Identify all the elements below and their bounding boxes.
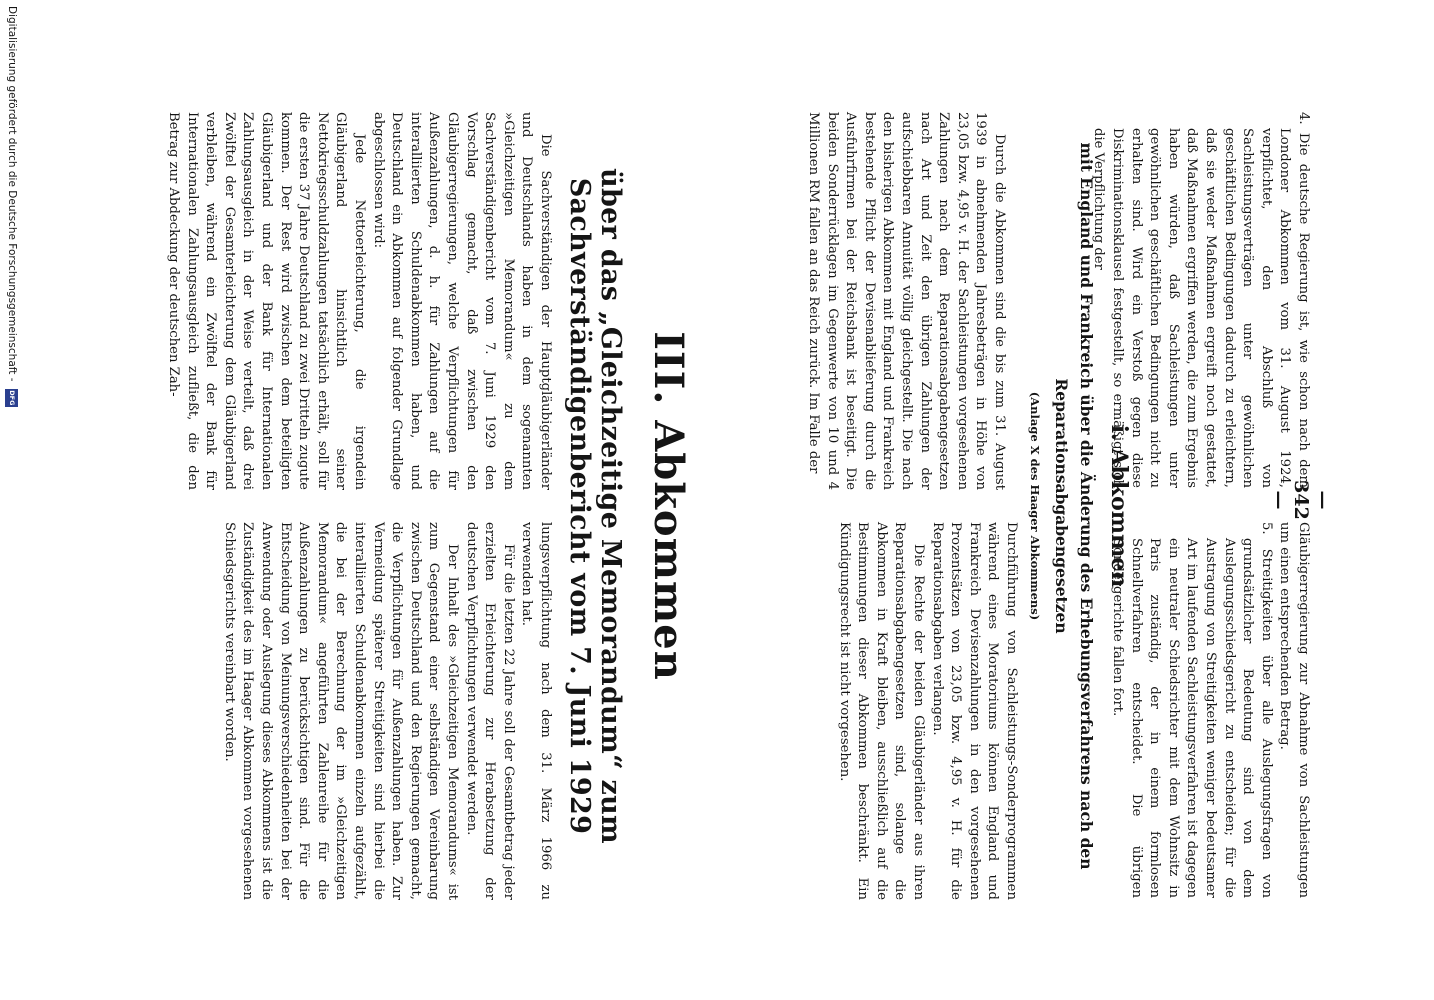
paragraph: 5. Streitigkeiten über alle Auslegungsfragen von grundsätzlicher Bedeutung sind von dem Auslegungsschiedsgericht zu entscheiden; für die Austragung von Streitigkeiten weniger bedeutsamer Art im laufenden Sachleistungsverfahren ist dagegen ein neutraler Schiedsrichter mit dem Wohnsitz in Paris zuständig, der in einem formlosen Schnellverfahren entscheidet. Die übrigen Sondergerichte fallen fort. bbox=[1110, 522, 1274, 898]
section-subheading: mit England und Frankreich über die Änderung des Erhebungsverfahrens nach den bbox=[1077, 142, 1096, 870]
paragraph: Gläubigerregierung zur Abnahme von Sachleistungen um einen entsprechenden Betrag. bbox=[1277, 522, 1311, 898]
paragraph: Durch die Abkommen sind die bis zum 31. August 1939 in abnehmenden Jahresbeträgen in Höhe von 23,05 bzw. 4,95 v. H. der Sachleistungen vorgesehenen Zahlungen nach dem Reparationsabgabengesetzen nach Art und Zeit den übrigen Zahlungen der aufschiebbaren Annuität völlig gleichgestellt. Die nach den bisherigen Abkommen mit England und Frankreich bestehende Pflicht der Devisenablieferung durch die Ausfuhrfirmen bei der Reichsbank ist beseitigt. Die beiden Sonderrücklagen im Gegenwerte von 10 und 4 Millionen RM fallen an das Reich zurück. Im Falle der bbox=[806, 112, 1007, 490]
paragraph: Die Sachverständigen der Hauptgläubigerländer und Deutschlands haben in dem sogenannten »Gleichzeitigen Memorandum« zu dem Sachverständigenbericht vom 7. Juni 1929 den Vorschlag gemacht, daß zwischen den Gläubigerregierungen, welche Verpflichtungen für Außenzahlungen, d. h. für Zahlungen auf die interalliierten Schuldenabkommen haben, und Deutschland ein Abkommen auf folgender Grundlage abgeschlossen wird: bbox=[370, 112, 553, 490]
digitization-credit bbox=[4, 6, 20, 994]
column-middle-left bbox=[803, 112, 1008, 490]
paragraph: Die Rechte der beiden Gläubigerländer aus ihren Reparationsabgabengesetzen sind, solange die Abkommen in Kraft bleiben, ausschließlich auf die Bestimmungen dieser Abkommen beschränkt. Ein Kündigungsrecht ist nicht vorgesehen. bbox=[836, 522, 927, 900]
section-subheading: über das „Gleichzeitige Memorandum“ zum Sachverständigenbericht vom 7. Juni 1929 bbox=[564, 168, 626, 844]
credit-text: Digitalisierung gefördert durch die Deutsche Forschungsgemeinschaft - bbox=[6, 6, 18, 382]
section-note: (Anlage X des Haager Abkommens) bbox=[1028, 391, 1042, 621]
column-bottom-right bbox=[219, 522, 554, 900]
section-subheading: Reparationsabgabengesetzen bbox=[1052, 378, 1071, 634]
section-heading: III. Abkommen bbox=[645, 331, 692, 681]
paragraph: lungsverpflichtung nach dem 31. März 1966 zu verwenden hat. bbox=[519, 522, 553, 900]
column-top-right bbox=[1107, 522, 1312, 898]
paragraph: 4. Die deutsche Regierung ist, wie schon nach dem Londoner Abkommen vom 31. August 1924, verpflichtet, den Abschluß von Sachleistungsverträgen unter gewöhnlichen geschäftlichen Bedingungen dadurch zu erleichtern, daß sie weder Maßnahmen ergreift noch gestattet, daß Maßnahmen ergriffen werden, die zum Ergebnis haben würden, daß Sachleistungen unter gewöhnlichen geschäftlichen Bedingungen nicht zu erhalten sind. Wird ein Verstoß gegen diese Diskriminationsklausel festgestellt, so ermäßigt sich die Verpflichtung der bbox=[1091, 112, 1311, 488]
paragraph: Jede Nettoerleichterung, die irgendein Gläubigerland hinsichtlich seiner Nettokriegsschuldzahlungen tatsächlich erhält, soll für die ersten 37 Jahre Deutschland zu zwei Dritteln zugute kommen. Der Rest wird zwischen dem beteiligten Gläubigerland und der Bank für Internationalen Zahlungsausgleich in der Weise verteilt, daß drei Zwölftel der Gesamterleichterung dem Gläubigerland verbleiben, während ein Zwölftel der Bank für Internationalen Zahlungsausgleich zufließt, die den Betrag zur Abdeckung der deutschen Zah- bbox=[166, 112, 368, 490]
column-bottom-left bbox=[164, 112, 554, 490]
column-middle-right bbox=[834, 522, 1020, 900]
page-number: — 342 — bbox=[1268, 480, 1334, 520]
paragraph: Der Inhalt des »Gleichzeitigen Memorandums« ist zum Gegenstand einer selbständigen Vereinbarung zwischen Deutschland und den Regierungen gemacht, die Verpflichtungen für Außenzahlungen haben. Zur Vermeidung späterer Streitigkeiten sind hierbei die interalliierten Schuldenabkommen einzeln aufgezählt, die bei der Berechnung der im »Gleichzeitigen Memorandum« angeführten Zahlenreihe für die Außenzahlungen zu berücksichtigen sind. Für die Entscheidung von Meinungsverschiedenheiten bei der Anwendung oder Auslegung dieses Abkommens ist die Zuständigkeit des im Haager Abkommen vorgesehenen Schiedsgerichts vereinbart worden. bbox=[221, 522, 461, 900]
dfg-logo: DFG bbox=[6, 389, 19, 407]
paragraph: Für die letzten 22 Jahre soll der Gesamtbetrag jeder erzielten Erleichterung zur Herabsetzung der deutschen Verpflichtungen verwendet werden. bbox=[463, 522, 516, 900]
paragraph: Durchführung von Sachleistungs-Sonderprogrammen während eines Moratoriums können England und Frankreich Devisenzahlungen in den vorgesehenen Prozentsätzen von 23,05 bzw. 4,95 v. H. für die Reparationsabgaben verlangen. bbox=[929, 522, 1019, 900]
section-heading: i. Abkommen bbox=[1106, 424, 1132, 588]
